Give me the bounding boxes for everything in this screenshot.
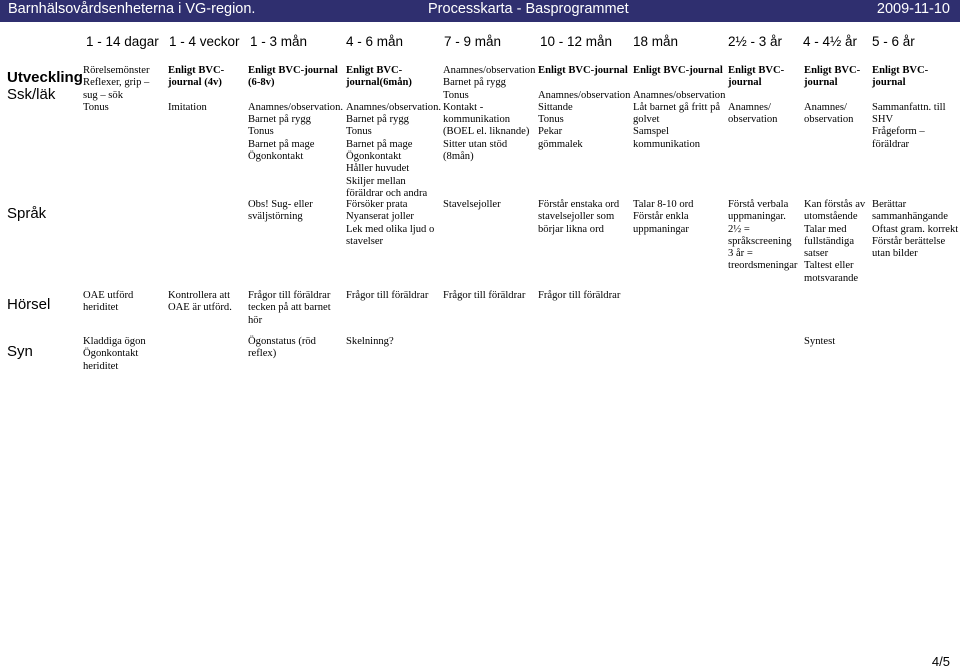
- cell-utveckling-8: Enligt BVC- journal Anamnes/ observation: [804, 65, 861, 126]
- age-col-8: 4 - 4½ år: [803, 34, 858, 49]
- cell-horsel-3: Frågor till föräldrar: [346, 290, 429, 301]
- age-col-4: 7 - 9 mån: [444, 34, 502, 49]
- cell-utveckling-3: Enligt BVC- journal(6mån) Anamnes/observation. Barnet på rygg Tonus Barnet på mage Ögonkontakt Håller huvudet Skiljer mellan föräldrar och andra: [346, 65, 442, 199]
- cell-sprak-8: Kan förstås av utomstående Talar med fullständiga satser Taltest eller motsvarande: [804, 199, 866, 284]
- row-label-horsel: Hörsel: [7, 296, 51, 313]
- cell-sprak-9: Berättar sammanhängande Oftast gram. korrekt Förstår berättelse utan bilder: [872, 199, 959, 260]
- cell-horsel-5: Frågor till föräldrar: [538, 290, 621, 301]
- row-label-ssk: Ssk/läk: [7, 86, 56, 103]
- age-col-5: 10 - 12 mån: [540, 34, 613, 49]
- cell-syn-8: Syntest: [804, 336, 836, 347]
- age-col-1: 1 - 4 veckor: [169, 34, 240, 49]
- age-col-6: 18 mån: [633, 34, 679, 49]
- row-label-utveckling: Utveckling: [7, 69, 83, 86]
- cell-sprak-7: Förstå verbala uppmaningar. 2½ = språkscreening 3 år = treordsmeningar: [728, 199, 798, 272]
- cell-utveckling-1: Enligt BVC- journal (4v) Imitation: [168, 65, 225, 113]
- header-title: Barnhälsovårdsenheterna i VG-region.: [8, 1, 256, 17]
- cell-sprak-6: Talar 8-10 ord Förstår enkla uppmaningar: [633, 199, 694, 235]
- page-number: 4/5: [931, 654, 950, 669]
- header-bar: [0, 0, 960, 22]
- age-col-9: 5 - 6 år: [872, 34, 915, 49]
- cell-utveckling-2: Enligt BVC-journal (6-8v) Anamnes/observation. Barnet på rygg Tonus Barnet på mage Ögonkontakt: [248, 65, 344, 163]
- cell-horsel-0: OAE utförd heriditet: [83, 290, 134, 314]
- age-col-3: 4 - 6 mån: [346, 34, 404, 49]
- row-label-sprak: Språk: [7, 205, 47, 222]
- cell-sprak-5: Förstår enstaka ord stavelsejoller som börjar likna ord: [538, 199, 620, 235]
- cell-syn-3: Skelninng?: [346, 336, 394, 347]
- cell-syn-2: Ögonstatus (röd reflex): [248, 336, 316, 360]
- cell-syn-0: Kladdiga ögon Ögonkontakt heriditet: [83, 336, 146, 372]
- cell-horsel-1: Kontrollera att OAE är utförd.: [168, 290, 232, 314]
- cell-sprak-4: Stavelsejoller: [443, 199, 501, 210]
- cell-utveckling-5: Enligt BVC-journal Anamnes/observation Sittande Tonus Pekar gömmalek: [538, 65, 631, 150]
- cell-sprak-3: Försöker prata Nyanserat joller Lek med olika ljud o stavelser: [346, 199, 435, 247]
- age-col-2: 1 - 3 mån: [250, 34, 308, 49]
- cell-utveckling-4: Anamnes/observation Barnet på rygg Tonus Kontakt - kommunikation (BOEL el. liknande) Sitter utan stöd (8mån): [443, 65, 536, 163]
- cell-sprak-2: Obs! Sug- eller sväljstörning: [248, 199, 313, 223]
- header-subtitle: Processkarta - Basprogrammet: [428, 1, 629, 17]
- cell-utveckling-0: Rörelsemönster Reflexer, grip – sug – sök Tonus: [83, 65, 150, 113]
- cell-utveckling-6: Enligt BVC-journal Anamnes/observation Låt barnet gå fritt på golvet Samspel kommunikation: [633, 65, 726, 150]
- row-label-syn: Syn: [7, 343, 33, 360]
- cell-horsel-4: Frågor till föräldrar: [443, 290, 526, 301]
- cell-utveckling-7: Enligt BVC- journal Anamnes/ observation: [728, 65, 785, 126]
- age-col-7: 2½ - 3 år: [728, 34, 783, 49]
- cell-horsel-2: Frågor till föräldrar tecken på att barnet hör: [248, 290, 331, 326]
- cell-utveckling-9: Enligt BVC- journal Sammanfattn. till SHV Frågeform – föräldrar: [872, 65, 946, 150]
- header-date: 2009-11-10: [876, 1, 950, 17]
- age-col-0: 1 - 14 dagar: [86, 34, 159, 49]
